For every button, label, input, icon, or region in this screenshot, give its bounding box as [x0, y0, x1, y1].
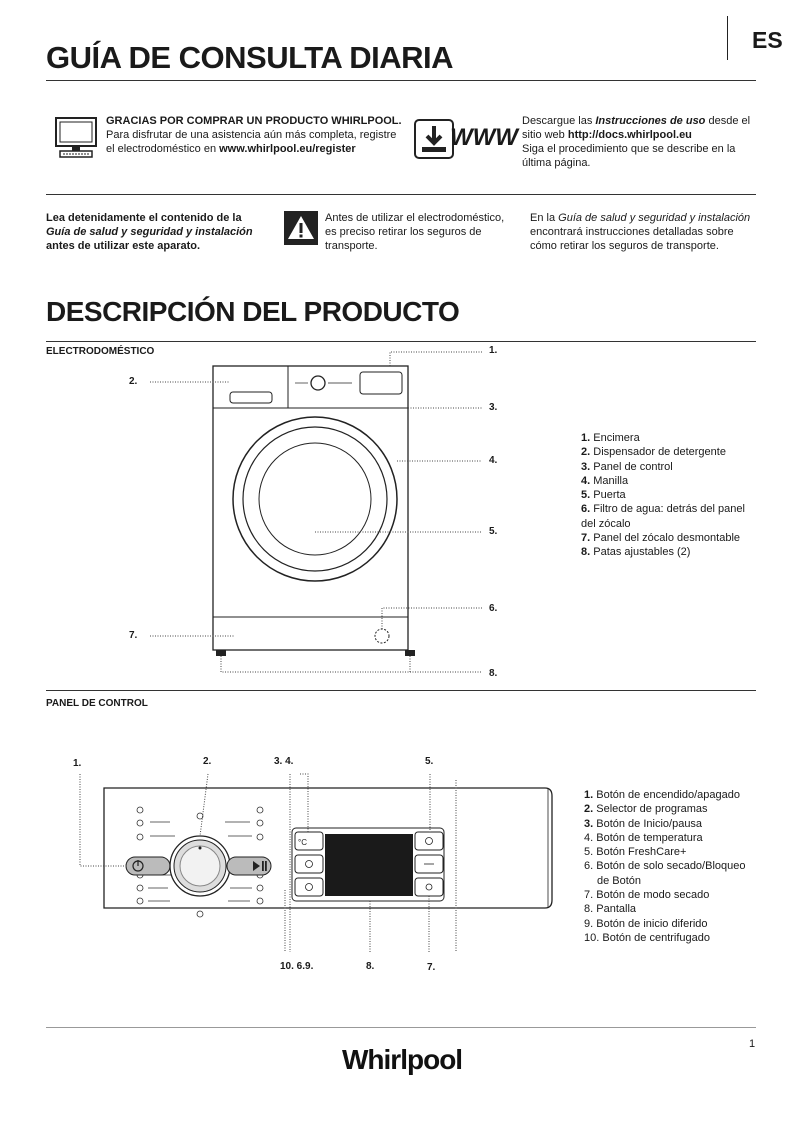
cp-callout-7: 7.	[427, 962, 436, 973]
list-item: 6. Filtro de agua: detrás del panel	[581, 503, 745, 516]
control-panel-diagram	[60, 760, 560, 970]
safety-col1: Lea detenidamente el contenido de la Guía de salud y seguridad y instalación antes de utilizar este aparato.	[46, 212, 253, 252]
control-panel-list	[584, 788, 764, 945]
www-label: WWW	[450, 124, 518, 151]
page-number: 1	[749, 1038, 756, 1050]
intro-register-text: Para disfrutar de una asistencia aún más completa, registre	[106, 129, 397, 141]
list-item: 3. Botón de Inicio/pausa	[584, 817, 703, 830]
list-item: 4. Botón de temperatura	[584, 831, 703, 844]
callout-7: 7.	[129, 630, 138, 641]
list-item: 2. Dispensador de detergente	[581, 446, 726, 459]
list-item: del zócalo	[581, 517, 631, 530]
callout-6: 6.	[489, 603, 498, 614]
list-item: 1. Encimera	[581, 432, 640, 444]
footer-rule	[46, 1027, 756, 1028]
list-item: 8. Patas ajustables (2)	[581, 546, 691, 559]
computer-icon	[54, 116, 100, 160]
product-description-heading: DESCRIPCIÓN DEL PRODUCTO	[46, 296, 460, 327]
list-item: 3. Panel de control	[581, 460, 673, 473]
cp-callout-3-4: 3. 4.	[274, 756, 294, 767]
safety-col3: En la Guía de salud y seguridad y instalación encontrará instrucciones detalladas sobre cómo retirar los seguros de transporte.	[530, 212, 751, 252]
language-code: ES	[752, 27, 783, 53]
list-item: 7. Panel del zócalo desmontable	[581, 532, 741, 545]
cp-callout-1: 1.	[73, 758, 82, 769]
appliance-parts-list	[581, 431, 761, 560]
list-item: 7. Botón de modo secado	[584, 889, 710, 902]
callout-2: 2.	[129, 376, 138, 387]
callout-4: 4.	[489, 455, 498, 466]
list-item: 5. Botón FreshCare+	[584, 846, 687, 859]
cp-callout-8: 8.	[366, 961, 375, 972]
intro-register-line: el electrodoméstico en www.whirlpool.eu/register	[106, 143, 356, 155]
intro-thanks: GRACIAS POR COMPRAR UN PRODUCTO WHIRLPOOL.	[106, 115, 402, 127]
cp-callout-2: 2.	[203, 756, 212, 767]
list-item: 1. Botón de encendido/apagado	[584, 789, 740, 801]
intro-left	[106, 114, 406, 156]
callout-3: 3.	[489, 402, 498, 413]
docs-link[interactable]: http://docs.whirlpool.eu	[567, 129, 692, 141]
list-item: de Botón	[597, 874, 642, 887]
cp-callout-5: 5.	[425, 756, 434, 767]
list-item: 10. Botón de centrifugado	[584, 931, 710, 944]
header-divider	[727, 16, 728, 60]
list-item: 4. Manilla	[581, 474, 629, 487]
control-panel-label: PANEL DE CONTROL	[46, 698, 148, 709]
callout-1: 1.	[489, 345, 498, 356]
callout-5: 5.	[489, 526, 498, 537]
intro-right: Descargue las Instrucciones de uso desde el sitio web http://docs.whirlpool.eu Siga el procedimiento que se describe en la última página.	[522, 115, 751, 169]
list-item: 8. Pantalla	[584, 903, 637, 916]
whirlpool-logo: Whirlpool	[342, 1044, 463, 1075]
register-link[interactable]: www.whirlpool.eu/register	[219, 143, 356, 155]
list-item: 6. Botón de solo secado/Bloqueo	[584, 860, 746, 873]
list-item: 2. Selector de programas	[584, 803, 708, 816]
temperature-label: °C	[298, 838, 307, 847]
intro-rule	[46, 194, 756, 195]
callout-8: 8.	[489, 668, 498, 679]
control-panel-rule	[46, 690, 756, 691]
list-item: 9. Botón de inicio diferido	[584, 917, 708, 930]
title-rule	[46, 80, 756, 81]
cp-callout-10-6-9: 10. 6.9.	[280, 961, 314, 972]
warning-icon	[284, 211, 318, 245]
safety-col2: Antes de utilizar el electrodoméstico, es preciso retirar los seguros de transporte.	[325, 212, 505, 252]
page-title: GUÍA DE CONSULTA DIARIA	[46, 40, 453, 75]
appliance-label: ELECTRODOMÉSTICO	[46, 346, 155, 357]
washing-machine-diagram	[120, 342, 510, 682]
list-item: 5. Puerta	[581, 489, 626, 502]
